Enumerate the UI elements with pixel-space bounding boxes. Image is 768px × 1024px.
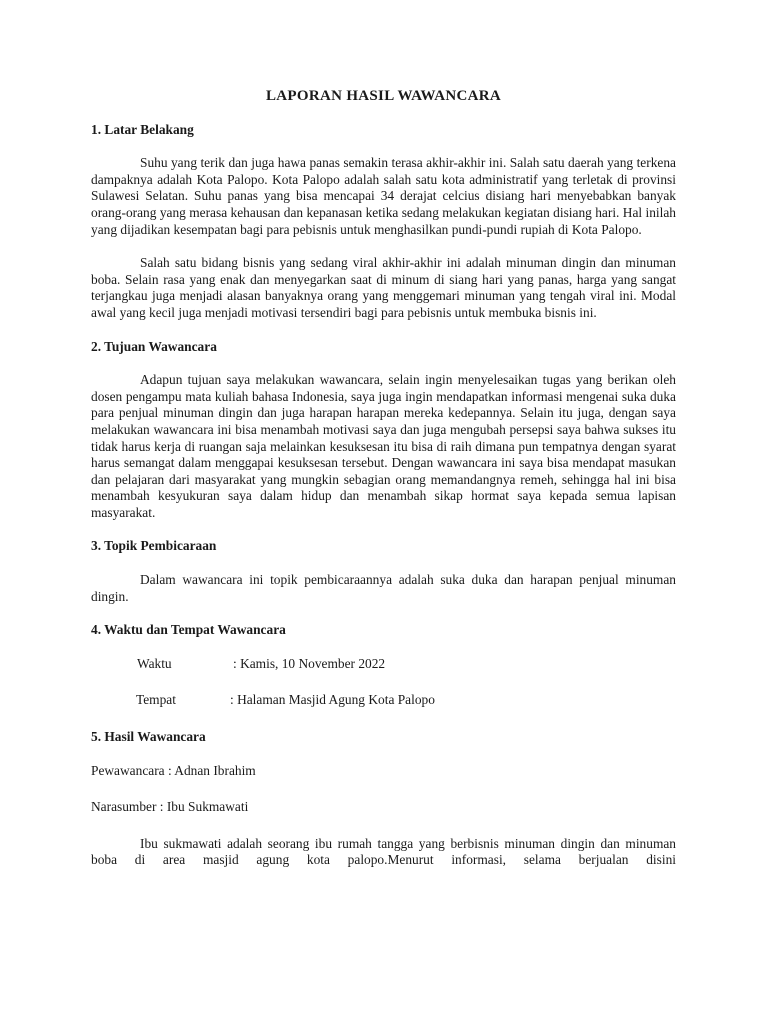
detail-row-waktu [91,656,676,673]
interviewer-line: Pewawancara : Adnan Ibrahim [91,762,256,778]
section-heading-waktu-tempat: 4. Waktu dan Tempat Wawancara [91,622,286,638]
section-heading-latar-belakang: 1. Latar Belakang [91,121,194,137]
paragraph: Ibu sukmawati adalah seorang ibu rumah tangga yang berbisnis minuman dingin dan minuman boba di area masjid agung kota palopo.Menurut informasi, selama berjualan disini [91,835,676,868]
paragraph: Dalam wawancara ini topik pembicaraannya adalah suka duka dan harapan penjual minuman dingin. [91,572,676,604]
detail-row-tempat [91,692,676,709]
section-heading-tujuan-wawancara: 2. Tujuan Wawancara [91,338,217,354]
detail-label: Waktu [137,655,172,671]
detail-value: : Halaman Masjid Agung Kota Palopo [230,692,435,708]
paragraph: Salah satu bidang bisnis yang sedang viral akhir-akhir ini adalah minuman dingin dan minuman boba. Selain rasa yang enak dan menyegarkan saat di minum di siang hari yang panas, harga yang sangat terjangkau juga menjadi alasan banyaknya orang yang menggemari minuman yang tengah viral ini. Modal awal yang kecil juga menjadi motivasi tersendiri bagi para pebisnis untuk membuka bisnis ini. [91,255,676,320]
section-heading-topik-pembicaraan: 3. Topik Pembicaraan [91,538,217,554]
paragraph: Suhu yang terik dan juga hawa panas semakin terasa akhir-akhir ini. Salah satu daerah yang terkena dampaknya adalah Kota Palopo. Kota Palopo adalah salah satu kota administratif yang terletak di provinsi Sulawesi Selatan. Suhu panas yang bisa mencapai 34 derajat celcius disiang hari menyebabkan banyak orang-orang yang merasa kehausan dan kepanasan ketika sedang melakukan kegiatan disiang hari. Hal inilah yang dijadikan kesempatan bagi para pebisnis untuk menghasilkan pundi-pundi rupiah di Kota Palopo. [91,155,676,237]
interviewee-line: Narasumber : Ibu Sukmawati [91,799,249,815]
paragraph: Adapun tujuan saya melakukan wawancara, selain ingin menyelesaikan tugas yang berikan oleh dosen pengampu mata kuliah bahasa Indonesia, saya juga ingin mendapatkan informasi mengenai suka duka para penjual minuman dingin dan juga harapan harapan mereka kedepannya. Selain itu juga, dengan saya melakukan wawancara ini bisa menambah motivasi saya dan juga mengubah persepsi saya bahwa sukses itu tidak harus kerja di ruangan saja melainkan kesuksesan itu bisa di raih dimana pun tempatnya dengan syarat harus semangat dalam menggapai kesuksesan tersebut. Dengan wawancara ini saya bisa mendapat masukan dan pelajaran dari masyarakat yang mungkin sebagian orang memandangnya remeh, sehingga hal ini bisa menambah kesyukuran saya dalam hidup dan menambah sikap hormat saya kepada semua lapisan masyarakat. [91,372,676,520]
document-page [91,88,676,886]
detail-label: Tempat [136,692,176,708]
section-heading-hasil-wawancara: 5. Hasil Wawancara [91,729,206,745]
document-title: LAPORAN HASIL WAWANCARA [266,88,501,104]
detail-value: : Kamis, 10 November 2022 [233,655,386,671]
